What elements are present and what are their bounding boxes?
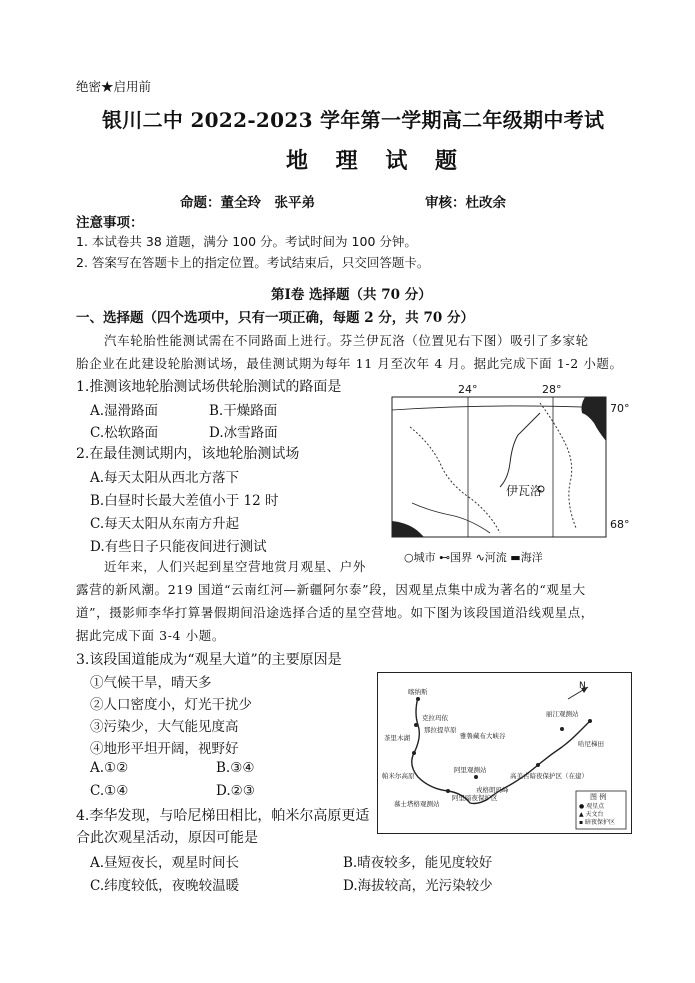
q3-option-a: A.①②	[90, 760, 129, 776]
q3-option-d: D.②③	[216, 783, 255, 799]
q2-stem: 2.在最佳测试期内，该地轮胎测试场	[76, 446, 300, 462]
map2-legend-dark-sky: ▪ 暗夜保护区	[579, 819, 615, 826]
ivalo-map-lat-70: 70°	[610, 402, 630, 415]
q1-option-b: B.干燥路面	[209, 403, 278, 419]
passage1-line-2: 胎企业在此建设轮胎测试场，最佳测试期为每年 11 月至次年 4 月。据此完成下面 1-2 小题。	[76, 356, 623, 371]
reviewer: 审核：杜改余	[425, 195, 506, 211]
q1-option-a: A.湿滑路面	[90, 403, 159, 419]
passage2-line-2: 露营的新风潮。219 国道“云南红河—新疆阿尔泰”段，因观星点集中成为著名的“观星大	[76, 582, 586, 597]
notice-item-2: 2. 答案写在答题卡上的指定位置。考试结束后，只交回答题卡。	[76, 255, 430, 270]
north-arrow-label: N	[579, 681, 586, 691]
place-karamay: 克拉玛依	[422, 714, 448, 722]
q2-option-b: B.白昼时长最大差值小于 12 时	[90, 493, 279, 509]
q3-statement-4: ④地形平坦开阔，视野好	[90, 741, 239, 757]
authors: 命题：董全玲 张平弟	[180, 195, 315, 211]
q4-option-d: D.海拔较高，光污染较少	[343, 878, 493, 894]
ivalo-map-lon-28: 28°	[542, 383, 562, 396]
place-kanas: 喀纳斯	[408, 688, 428, 696]
volume-heading: 第Ⅰ卷 选择题（共 70 分）	[271, 287, 432, 303]
place-yarlung-canyon: 雅鲁藏布大峡谷	[460, 732, 506, 740]
q1-option-d: D.冰雪路面	[209, 425, 278, 441]
confidential-mark: 绝密★启用前	[76, 79, 152, 94]
q4-stem-line-2: 合此次观星活动，原因可能是	[76, 830, 258, 846]
q4-stem-line-1: 4.李华发现，与哈尼梯田相比，帕米尔高原更适	[76, 808, 370, 824]
q2-option-a: A.每天太阳从西北方落下	[90, 470, 240, 486]
q4-option-b: B.晴夜较多，能见度较好	[343, 855, 493, 871]
q3-stem: 3.该段国道能成为“观星大道”的主要原因是	[76, 652, 342, 668]
map2-legend-observatory: ▲ 天文台	[579, 811, 604, 818]
place-hani-terraces: 哈尼梯田	[578, 740, 604, 748]
ivalo-map-lon-24: 24°	[458, 383, 478, 396]
q3-statement-1: ①气候干旱，晴天多	[90, 675, 212, 691]
map2-legend-title: 图 例	[590, 793, 607, 801]
q3-statement-2: ②人口密度小，灯光干扰少	[90, 697, 252, 713]
q1-option-c: C.松软路面	[90, 425, 159, 441]
stargazing-route-map	[377, 672, 632, 834]
place-muztagh-station: 慕士塔格观测站	[394, 800, 440, 808]
passage2-line-3: 道”，摄影师李华打算暑假期间沿途选择合适的星空营地。如下图为该段国道沿线观星点，	[76, 605, 594, 620]
passage2-line-1: 近年来，人们兴起到星空营地赏月观星、户外	[104, 559, 367, 574]
place-lijiang-station: 丽江观测站	[546, 710, 579, 718]
ivalo-city-label: 伊瓦洛	[506, 484, 543, 498]
place-ali-station: 阿里观测站	[454, 766, 487, 774]
ivalo-map-legend: ○城市 ⊷国界 ∿河流 ▬海洋	[404, 551, 543, 564]
place-everest: 戎格朗玛峰	[476, 786, 509, 794]
place-nalati: 那拉提草原	[424, 726, 457, 734]
notice-heading: 注意事项：	[76, 215, 144, 231]
q2-option-d: D.有些日子只能夜间进行测试	[90, 539, 267, 555]
q3-option-b: B.③④	[216, 760, 255, 776]
exam-title: 银川二中 2022-2023 学年第一学期高二年级期中考试	[102, 108, 605, 132]
q1-stem: 1.推测该地轮胎测试场供轮胎测试的路面是	[76, 379, 342, 395]
q4-option-c: C.纬度较低，夜晚较温暖	[90, 878, 240, 894]
q4-option-a: A.昼短夜长，观星时间长	[90, 855, 240, 871]
notice-item-1: 1. 本试卷共 38 道题，满分 100 分。考试时间为 100 分钟。	[76, 234, 417, 249]
place-gaomeigu: 高美古暗夜保护区（在建）	[510, 772, 588, 780]
ivalo-map	[390, 383, 640, 568]
q3-option-c: C.①④	[90, 783, 129, 799]
exam-subject: 地 理 试 题	[286, 148, 467, 174]
place-ali-dark-sky: 阿里暗夜保护区	[452, 794, 498, 802]
q3-statement-3: ③污染少，大气能见度高	[90, 719, 239, 735]
place-pamir: 帕米尔高原	[382, 772, 415, 780]
part1-heading: 一、选择题（四个选项中，只有一项正确，每题 2 分，共 70 分）	[76, 310, 474, 326]
q2-option-c: C.每天太阳从东南方升起	[90, 516, 240, 532]
passage1-line-1: 汽车轮胎性能测试需在不同路面上进行。芬兰伊瓦洛（位置见右下图）吸引了多家轮	[104, 333, 589, 348]
ivalo-map-lat-68: 68°	[610, 518, 630, 531]
map2-legend-stargazing: ● 观星点	[579, 803, 605, 810]
passage2-line-4: 据此完成下面 3-4 小题。	[76, 628, 225, 643]
place-chalimu-lake: 茶里木湖	[384, 734, 410, 742]
